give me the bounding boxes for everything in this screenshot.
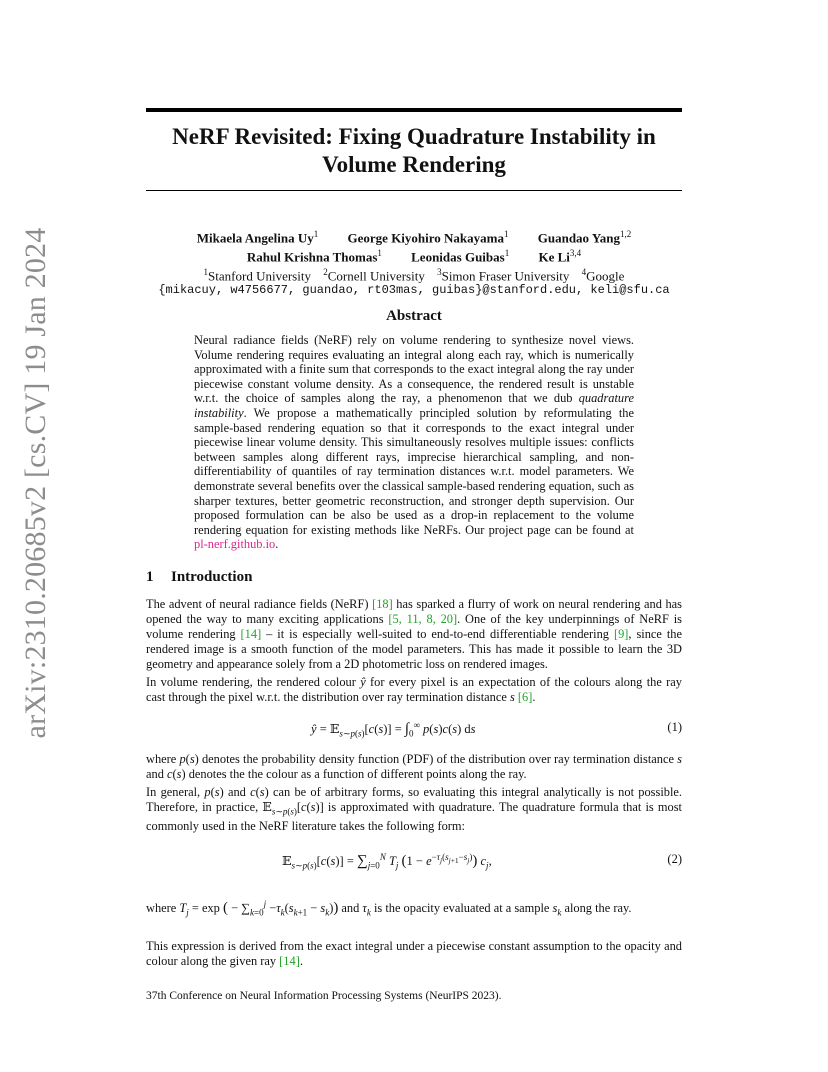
author-name: George Kiyohiro Nakayama xyxy=(347,230,504,246)
affiliation-mark: 4 xyxy=(581,266,587,277)
abstract-part: . xyxy=(275,537,279,552)
text-run: and xyxy=(338,901,363,916)
intro-paragraph-2 xyxy=(146,675,682,705)
affiliations-row xyxy=(120,265,708,284)
author-name: Leonidas Guibas xyxy=(411,249,505,265)
conference-footnote: 37th Conference on Neural Information Processing Systems (NeurIPS 2023). xyxy=(146,990,502,1002)
affiliation-mark: 1,2 xyxy=(620,229,632,239)
author-block xyxy=(120,227,708,299)
section-number: 1 xyxy=(146,569,154,585)
citation-link[interactable]: [9] xyxy=(613,627,629,641)
abstract-part: . We propose a mathematically principled solution by reformulating the sample-based rendering equation so that it corresponds to the exact integral under piecewise linear volume density. This simultaneously resolves multiple issues: conflicts between samples along different rays, imprecise hierarchical sampling, and non-differentiability of quantiles of ray termination distances w.r.t. model parameters. We demonstrate several benefits over the classical sample-based rendering equation, such as sharper textures, better geometric reconstruction, and stronger depth supervision. Our proposed formulation can be also be used as a drop-in replacement to the volume rendering equation for existing methods like NeRFs. Our project page can be found at xyxy=(194,405,634,537)
citation-link[interactable]: [18] xyxy=(372,597,393,611)
equation-1-number: (1) xyxy=(667,720,682,734)
author-name: Rahul Krishna Thomas xyxy=(246,249,378,265)
equation-2-number: (2) xyxy=(667,852,682,866)
affiliation: Simon Fraser University xyxy=(441,267,570,283)
math-inline: c xyxy=(250,785,256,799)
math-inline: $s_k$ xyxy=(552,901,562,918)
text-run: is approximated with quadrature. The quadrature formula that is most commonly used in the NeRF literature takes the following form: xyxy=(146,800,683,834)
affiliation-mark: 1 xyxy=(504,247,510,258)
abstract-part: Neural radiance fields (NeRF) rely on volume rendering to synthesize novel views. Volume rendering requires evaluating an integral along each ray, which is numerically approximated with a finite sum that corresponds to the exact integral along the ray under piecewise constant volume density. As a consequence, the rendered result is unstable w.r.t. the choice of samples along the ray, a phenomenon that we dub xyxy=(194,333,634,406)
citation-link[interactable]: [14] xyxy=(240,627,262,641)
math-inline: $T_j$ xyxy=(179,901,189,918)
citation-link[interactable]: [5, 11, 8, 20] xyxy=(388,612,458,626)
title-top-rule xyxy=(146,108,682,112)
text-run: – it is especially well-suited to end-to-end differentiable rendering xyxy=(261,627,614,641)
abstract-text xyxy=(194,333,634,552)
text-run: . One of the key underpinnings of NeRF is volume rendering xyxy=(146,612,682,641)
text-run: The advent of neural radiance fields (NeRF) xyxy=(146,597,373,611)
title-line-2: Volume Rendering xyxy=(322,152,506,177)
equation-2 xyxy=(146,838,682,886)
text-run: . xyxy=(299,954,303,968)
author-name: Ke Li xyxy=(538,249,570,265)
citation-link[interactable]: [14] xyxy=(279,954,300,968)
equation-2-body: 𝔼$_{s\sim p(s)}$[c(s)] = $\sum_{j=0}^N$ $T_j$ $(1 - e^{-\tau_j(s_{j+1}-s_j)})$ $c_j$, xyxy=(282,852,492,871)
affiliation-mark: 1 xyxy=(313,229,319,239)
math-inline: s xyxy=(509,690,515,704)
intro-paragraph-1 xyxy=(146,597,682,672)
text-run: where xyxy=(146,901,180,916)
text-run: This expression is derived from the exact integral under a piecewise constant assumption to the opacity and colour along the given ray xyxy=(146,939,682,968)
author-row-1 xyxy=(120,227,708,246)
text-run: denotes the the colour as a function of different points along the ray. xyxy=(185,767,527,781)
text-run: has sparked a flurry of work on neural rendering and has opened the way to many exciting applications xyxy=(146,597,682,626)
author-name: Mikaela Angelina Uy xyxy=(196,230,314,246)
affiliation-mark: 1 xyxy=(504,229,509,239)
text-run: . xyxy=(532,690,536,704)
text-run: In volume rendering, the rendered colour xyxy=(146,675,361,689)
affiliation-mark: 1 xyxy=(203,266,209,277)
general-paragraph: In general, p(s) and c(s) can be of arbitrary forms, so evaluating this integral analytically is not possible. Therefore, in practice, 𝔼$_{s\sim p(s)}$[c(s)] is approximated with quadrature. The quadrature formula that is most commonly used in the NeRF literature takes the following form: xyxy=(146,785,683,834)
abstract-heading: Abstract xyxy=(386,308,442,324)
author-name: Guandao Yang xyxy=(537,230,620,246)
text-run: where xyxy=(146,752,180,766)
citation-link[interactable]: [6] xyxy=(517,690,533,704)
project-page-link[interactable]: pl-nerf.github.io xyxy=(194,537,276,552)
affiliation-mark: 3,4 xyxy=(569,247,582,258)
math-inline: $\tau_k$ xyxy=(362,901,371,918)
text-run: , since the rendered image is a smooth function of the model parameters. This has made it possible to learn the 3D geometry and appearance solely from a 2D photometric loss on rendered images. xyxy=(146,627,683,671)
affiliation: Stanford University xyxy=(208,267,311,283)
author-emails: {mikacuy, w4756677, guandao, rt03mas, guibas}@stanford.edu, keli@sfu.ca xyxy=(158,283,670,298)
paper-title xyxy=(146,123,682,179)
equation-1 xyxy=(146,708,682,748)
arxiv-identifier-stamp: arXiv:2310.20685v2 [cs.CV] 19 Jan 2024 xyxy=(19,227,52,739)
text-run: can be of arbitrary forms, so evaluating this integral analytically is not possible. Therefore, in practice, xyxy=(146,785,682,814)
math-inline: s xyxy=(677,752,682,766)
equation-1-body: ŷ = 𝔼$_{s\sim p(s)}$[c(s)] = $\int_0^\infty$ p(s)c(s) ds xyxy=(311,720,476,739)
text-run: denotes the probability density function (PDF) of the distribution over ray termination distance xyxy=(198,752,678,766)
text-run: for every pixel is an expectation of the colours along the ray cast through the pixel w.r.t. the distribution over ray termination distance xyxy=(146,675,682,704)
text-run: In general, xyxy=(146,785,205,799)
affiliation: Cornell University xyxy=(327,267,425,283)
affiliation-mark: 2 xyxy=(323,266,328,277)
math-inline: p xyxy=(204,785,211,799)
where-paragraph-2: where $T_j = \exp$ ( − $\sum_{k=0}^j -\tau_k(s_{k+1} - s_k)$) and $\tau_k$ is the opacity evaluated at a sample $s_k$ along the ray. xyxy=(146,899,632,918)
math-inline: c xyxy=(167,767,173,781)
section-heading-introduction xyxy=(146,569,252,586)
abstract-emphasis: quadrature instability xyxy=(194,391,634,420)
section-title: Introduction xyxy=(171,569,253,585)
math-inline: p xyxy=(179,752,186,766)
math-inline: ŷ xyxy=(360,675,366,689)
affiliation: Google xyxy=(586,267,625,283)
derived-paragraph xyxy=(146,939,682,969)
where-paragraph-1: where p(s) denotes the probability density function (PDF) of the distribution over ray termination distance s and c(s) denotes the the colour as a function of different points along the ray. xyxy=(146,752,682,781)
text-run: and xyxy=(223,785,251,799)
text-run: and xyxy=(146,767,167,781)
affiliation-mark: 3 xyxy=(437,266,442,277)
text-run: is the opacity evaluated at a sample xyxy=(370,901,553,916)
affiliation-mark: 1 xyxy=(377,247,382,258)
title-line-1: NeRF Revisited: Fixing Quadrature Instability in xyxy=(172,124,656,149)
text-run: along the ray. xyxy=(561,901,632,916)
title-bottom-rule xyxy=(146,190,682,191)
author-row-2 xyxy=(120,246,708,265)
